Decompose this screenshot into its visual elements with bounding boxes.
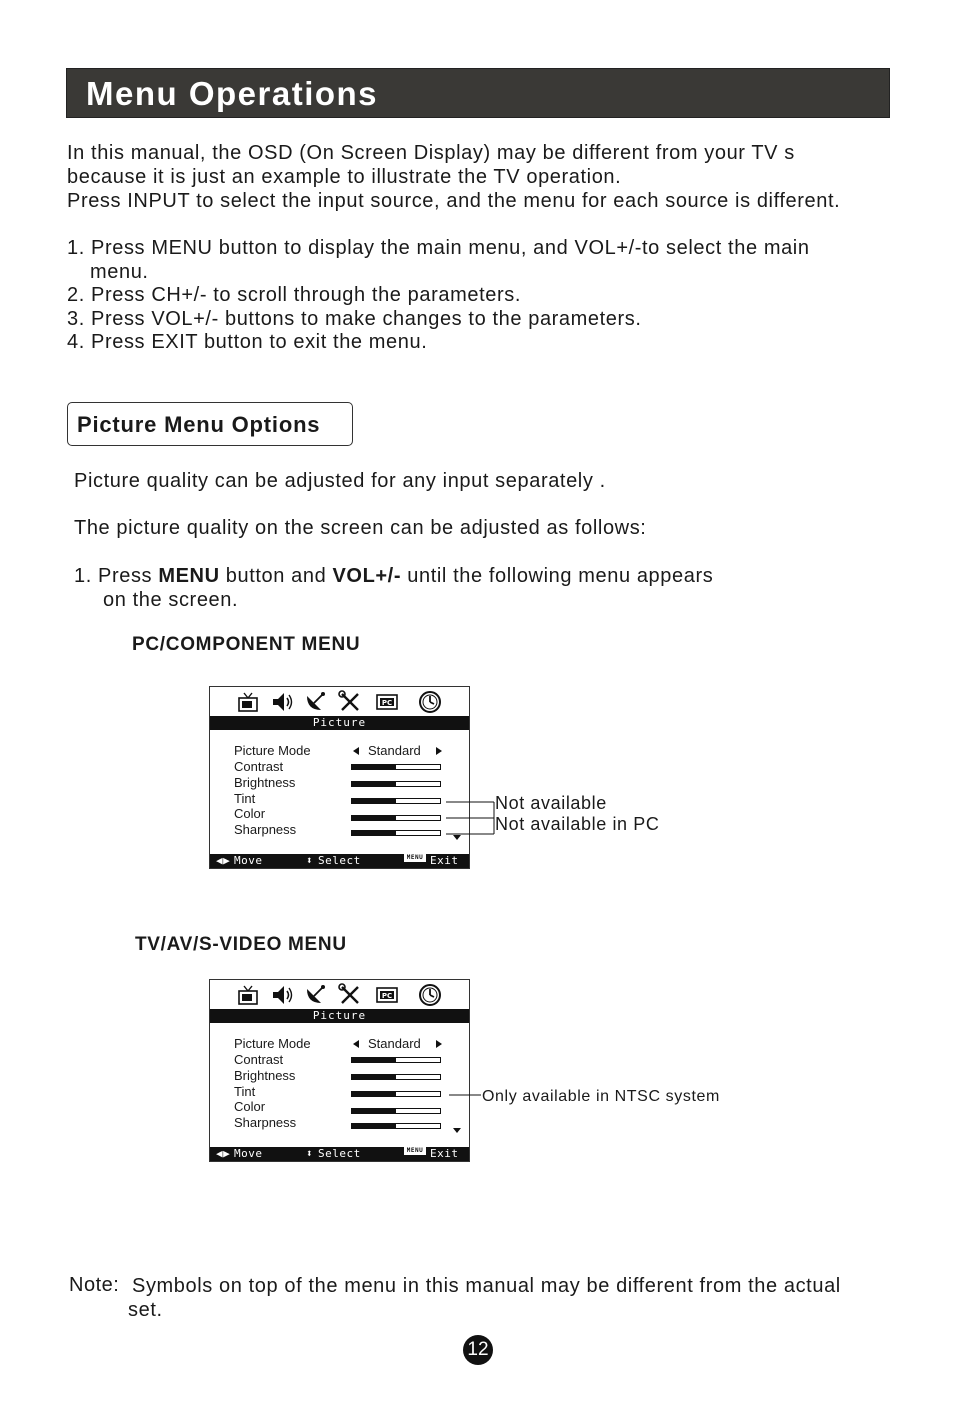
pc-move-arrows-icon: ◀▶ [216, 854, 231, 867]
section-step-1 [74, 564, 713, 588]
intro-line-3: Press INPUT to select the input source, and the menu for each source is different. [67, 190, 841, 212]
tv-callout-tint: Only available in NTSC system [482, 1088, 720, 1105]
pc-sharpness-fill [352, 831, 396, 835]
tv-select-arrows-icon: ⬍ [306, 1147, 314, 1160]
svg-text:PC: PC [381, 992, 393, 1000]
tools-icon [338, 690, 362, 714]
tv-contrast-fill [352, 1058, 396, 1062]
tv-brightness-fill [352, 1075, 396, 1079]
tv-brightness-slider[interactable] [351, 1074, 441, 1080]
tv-mode-value: Standard [368, 1036, 421, 1051]
pc-menu-heading: PC/COMPONENT MENU [132, 634, 361, 655]
speaker-icon [270, 983, 294, 1007]
tv-osd-footer [210, 1147, 469, 1161]
pc-footer-exit: Exit [430, 854, 459, 867]
section-heading-box [67, 402, 353, 446]
tv-row-sharpness[interactable]: Sharpness [234, 1115, 297, 1130]
tv-color-fill [352, 1109, 396, 1113]
pc-row-sharpness[interactable]: Sharpness [234, 822, 297, 837]
tv-menu-heading: TV/AV/S-VIDEO MENU [135, 934, 347, 955]
page-title: Menu Operations [86, 75, 379, 112]
tv-move-arrows-icon: ◀▶ [216, 1147, 231, 1160]
section-paragraph-2: The picture quality on the screen can be adjusted as follows: [74, 517, 647, 539]
section-step-suffix: until the following menu appears [401, 565, 714, 587]
step-2: 2. Press CH+/- to scroll through the parameters. [67, 284, 521, 306]
tv-icon [236, 983, 260, 1007]
pc-icon [375, 983, 399, 1007]
tv-contrast-slider[interactable] [351, 1057, 441, 1063]
satellite-icon [303, 690, 327, 714]
tv-sharpness-slider[interactable] [351, 1123, 441, 1129]
intro-line-1: In this manual, the OSD (On Screen Display) may be different from your TV s [67, 142, 795, 164]
clock-icon [418, 690, 442, 714]
pc-callout-lines [440, 790, 500, 840]
tv-callout-line [445, 1088, 485, 1102]
section-step-prefix: 1. Press [74, 565, 159, 587]
pc-color-fill [352, 816, 396, 820]
tv-osd-tab-picture[interactable]: Picture [210, 1009, 469, 1023]
satellite-icon [303, 983, 327, 1007]
tv-row-picture-mode[interactable]: Picture Mode [234, 1036, 311, 1051]
tv-osd-icon-row [210, 980, 469, 1009]
tv-scroll-down-icon[interactable] [453, 1128, 461, 1133]
tv-row-contrast[interactable]: Contrast [234, 1052, 284, 1067]
pc-row-contrast[interactable]: Contrast [234, 759, 284, 774]
tv-tint-slider[interactable] [351, 1091, 441, 1097]
tv-footer-select: Select [318, 1147, 361, 1160]
step-1-cont: menu. [90, 261, 149, 283]
step-3: 3. Press VOL+/- buttons to make changes to the parameters. [67, 308, 642, 330]
step-1: 1. Press MENU button to display the main menu, and VOL+/-to select the main [67, 237, 810, 259]
section-step-menu-key: MENU [158, 565, 220, 587]
tv-row-brightness[interactable]: Brightness [234, 1068, 296, 1083]
pc-icon [375, 690, 399, 714]
tv-footer-exit: Exit [430, 1147, 459, 1160]
pc-callout-tint: Not available [495, 793, 607, 813]
pc-footer-move: Move [234, 854, 263, 867]
section-step-mid: button and [219, 565, 333, 587]
tv-osd-menu [209, 979, 470, 1162]
section-step-1-cont: on the screen. [103, 589, 239, 611]
section-title: Picture Menu Options [77, 412, 321, 437]
page-title-bar [66, 68, 890, 118]
pc-osd-menu [209, 686, 470, 869]
step-4: 4. Press EXIT button to exit the menu. [67, 331, 428, 353]
pc-brightness-fill [352, 782, 396, 786]
pc-mode-right-arrow-icon[interactable] [436, 747, 442, 755]
pc-contrast-fill [352, 765, 396, 769]
pc-mode-value: Standard [368, 743, 421, 758]
pc-callout-pc: Not available in PC [495, 814, 660, 834]
pc-mode-left-arrow-icon[interactable] [353, 747, 359, 755]
page-number: 12 [463, 1335, 493, 1365]
pc-sharpness-slider[interactable] [351, 830, 441, 836]
note-line-2: set. [128, 1299, 163, 1321]
intro-line-2: because it is just an example to illustrate the TV operation. [67, 166, 622, 188]
section-step-vol-key: VOL+/- [332, 565, 402, 587]
tv-mode-left-arrow-icon[interactable] [353, 1040, 359, 1048]
pc-menu-key-icon: MENU [404, 854, 426, 862]
note-line-1: Symbols on top of the menu in this manual may be different from the actual [132, 1275, 841, 1297]
clock-icon [418, 983, 442, 1007]
tv-sharpness-fill [352, 1124, 396, 1128]
tv-icon [236, 690, 260, 714]
pc-row-picture-mode[interactable]: Picture Mode [234, 743, 311, 758]
tv-footer-move: Move [234, 1147, 263, 1160]
section-paragraph-1: Picture quality can be adjusted for any input separately . [74, 470, 606, 492]
pc-osd-icon-row [210, 687, 469, 716]
tv-row-tint[interactable]: Tint [234, 1084, 256, 1099]
note-label: Note: [69, 1274, 120, 1296]
pc-contrast-slider[interactable] [351, 764, 441, 770]
tv-row-color[interactable]: Color [234, 1099, 266, 1114]
speaker-icon [270, 690, 294, 714]
pc-tint-slider[interactable] [351, 798, 441, 804]
tv-mode-right-arrow-icon[interactable] [436, 1040, 442, 1048]
pc-footer-select: Select [318, 854, 361, 867]
pc-select-arrows-icon: ⬍ [306, 854, 314, 867]
tv-color-slider[interactable] [351, 1108, 441, 1114]
tools-icon [338, 983, 362, 1007]
pc-brightness-slider[interactable] [351, 781, 441, 787]
pc-osd-tab-picture[interactable]: Picture [210, 716, 469, 730]
pc-osd-footer [210, 854, 469, 868]
pc-row-tint[interactable]: Tint [234, 791, 256, 806]
svg-text:PC: PC [381, 699, 393, 707]
pc-row-color[interactable]: Color [234, 806, 266, 821]
tv-tint-fill [352, 1092, 396, 1096]
pc-tint-fill [352, 799, 396, 803]
pc-row-brightness[interactable]: Brightness [234, 775, 296, 790]
pc-color-slider[interactable] [351, 815, 441, 821]
tv-menu-key-icon: MENU [404, 1147, 426, 1155]
